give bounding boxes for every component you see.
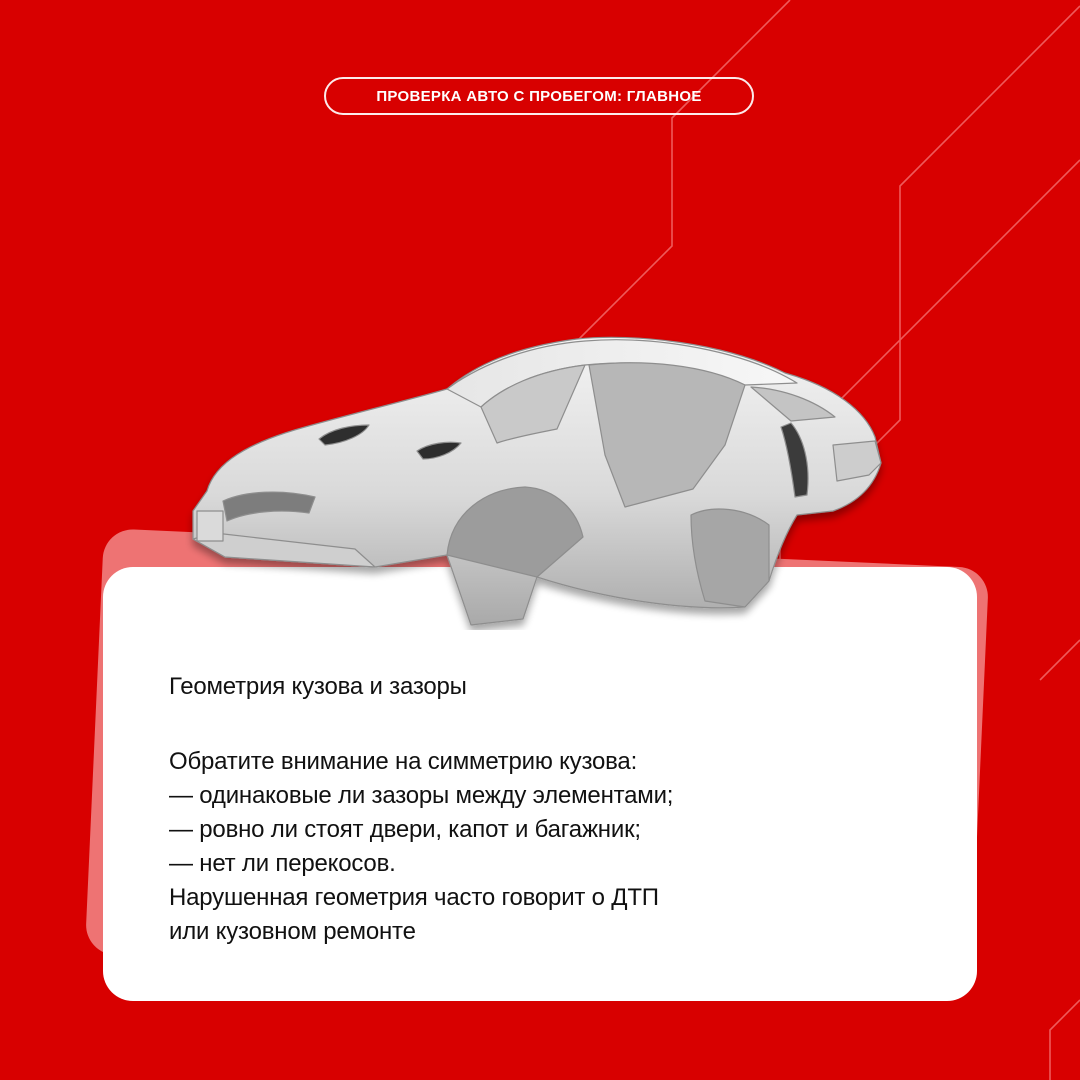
card-line-gaps: — одинаковые ли зазоры между элементами; <box>169 782 674 809</box>
card-line-skew: — нет ли перекосов. <box>169 850 396 877</box>
info-card <box>103 567 977 1001</box>
car-body-frame-image <box>185 325 900 630</box>
card-heading: Геометрия кузова и зазоры <box>169 673 467 700</box>
bg-line <box>1040 640 1080 680</box>
car-rear-wheel-arch <box>691 509 769 607</box>
card-line-conclusion-end: или кузовном ремонте <box>169 918 416 945</box>
card-body <box>169 745 929 949</box>
card-line-conclusion: Нарушенная геометрия часто говорит о ДТП <box>169 884 659 911</box>
page-title: ПРОВЕРКА АВТО С ПРОБЕГОМ: ГЛАВНОЕ <box>376 87 702 105</box>
bg-line <box>1050 1000 1080 1080</box>
page-title-badge <box>324 77 754 115</box>
card-line-doors: — ровно ли стоят двери, капот и багажник; <box>169 816 641 843</box>
car-front-crash-box <box>197 511 223 541</box>
card-line-intro: Обратите внимание на симметрию кузова: <box>169 748 638 775</box>
